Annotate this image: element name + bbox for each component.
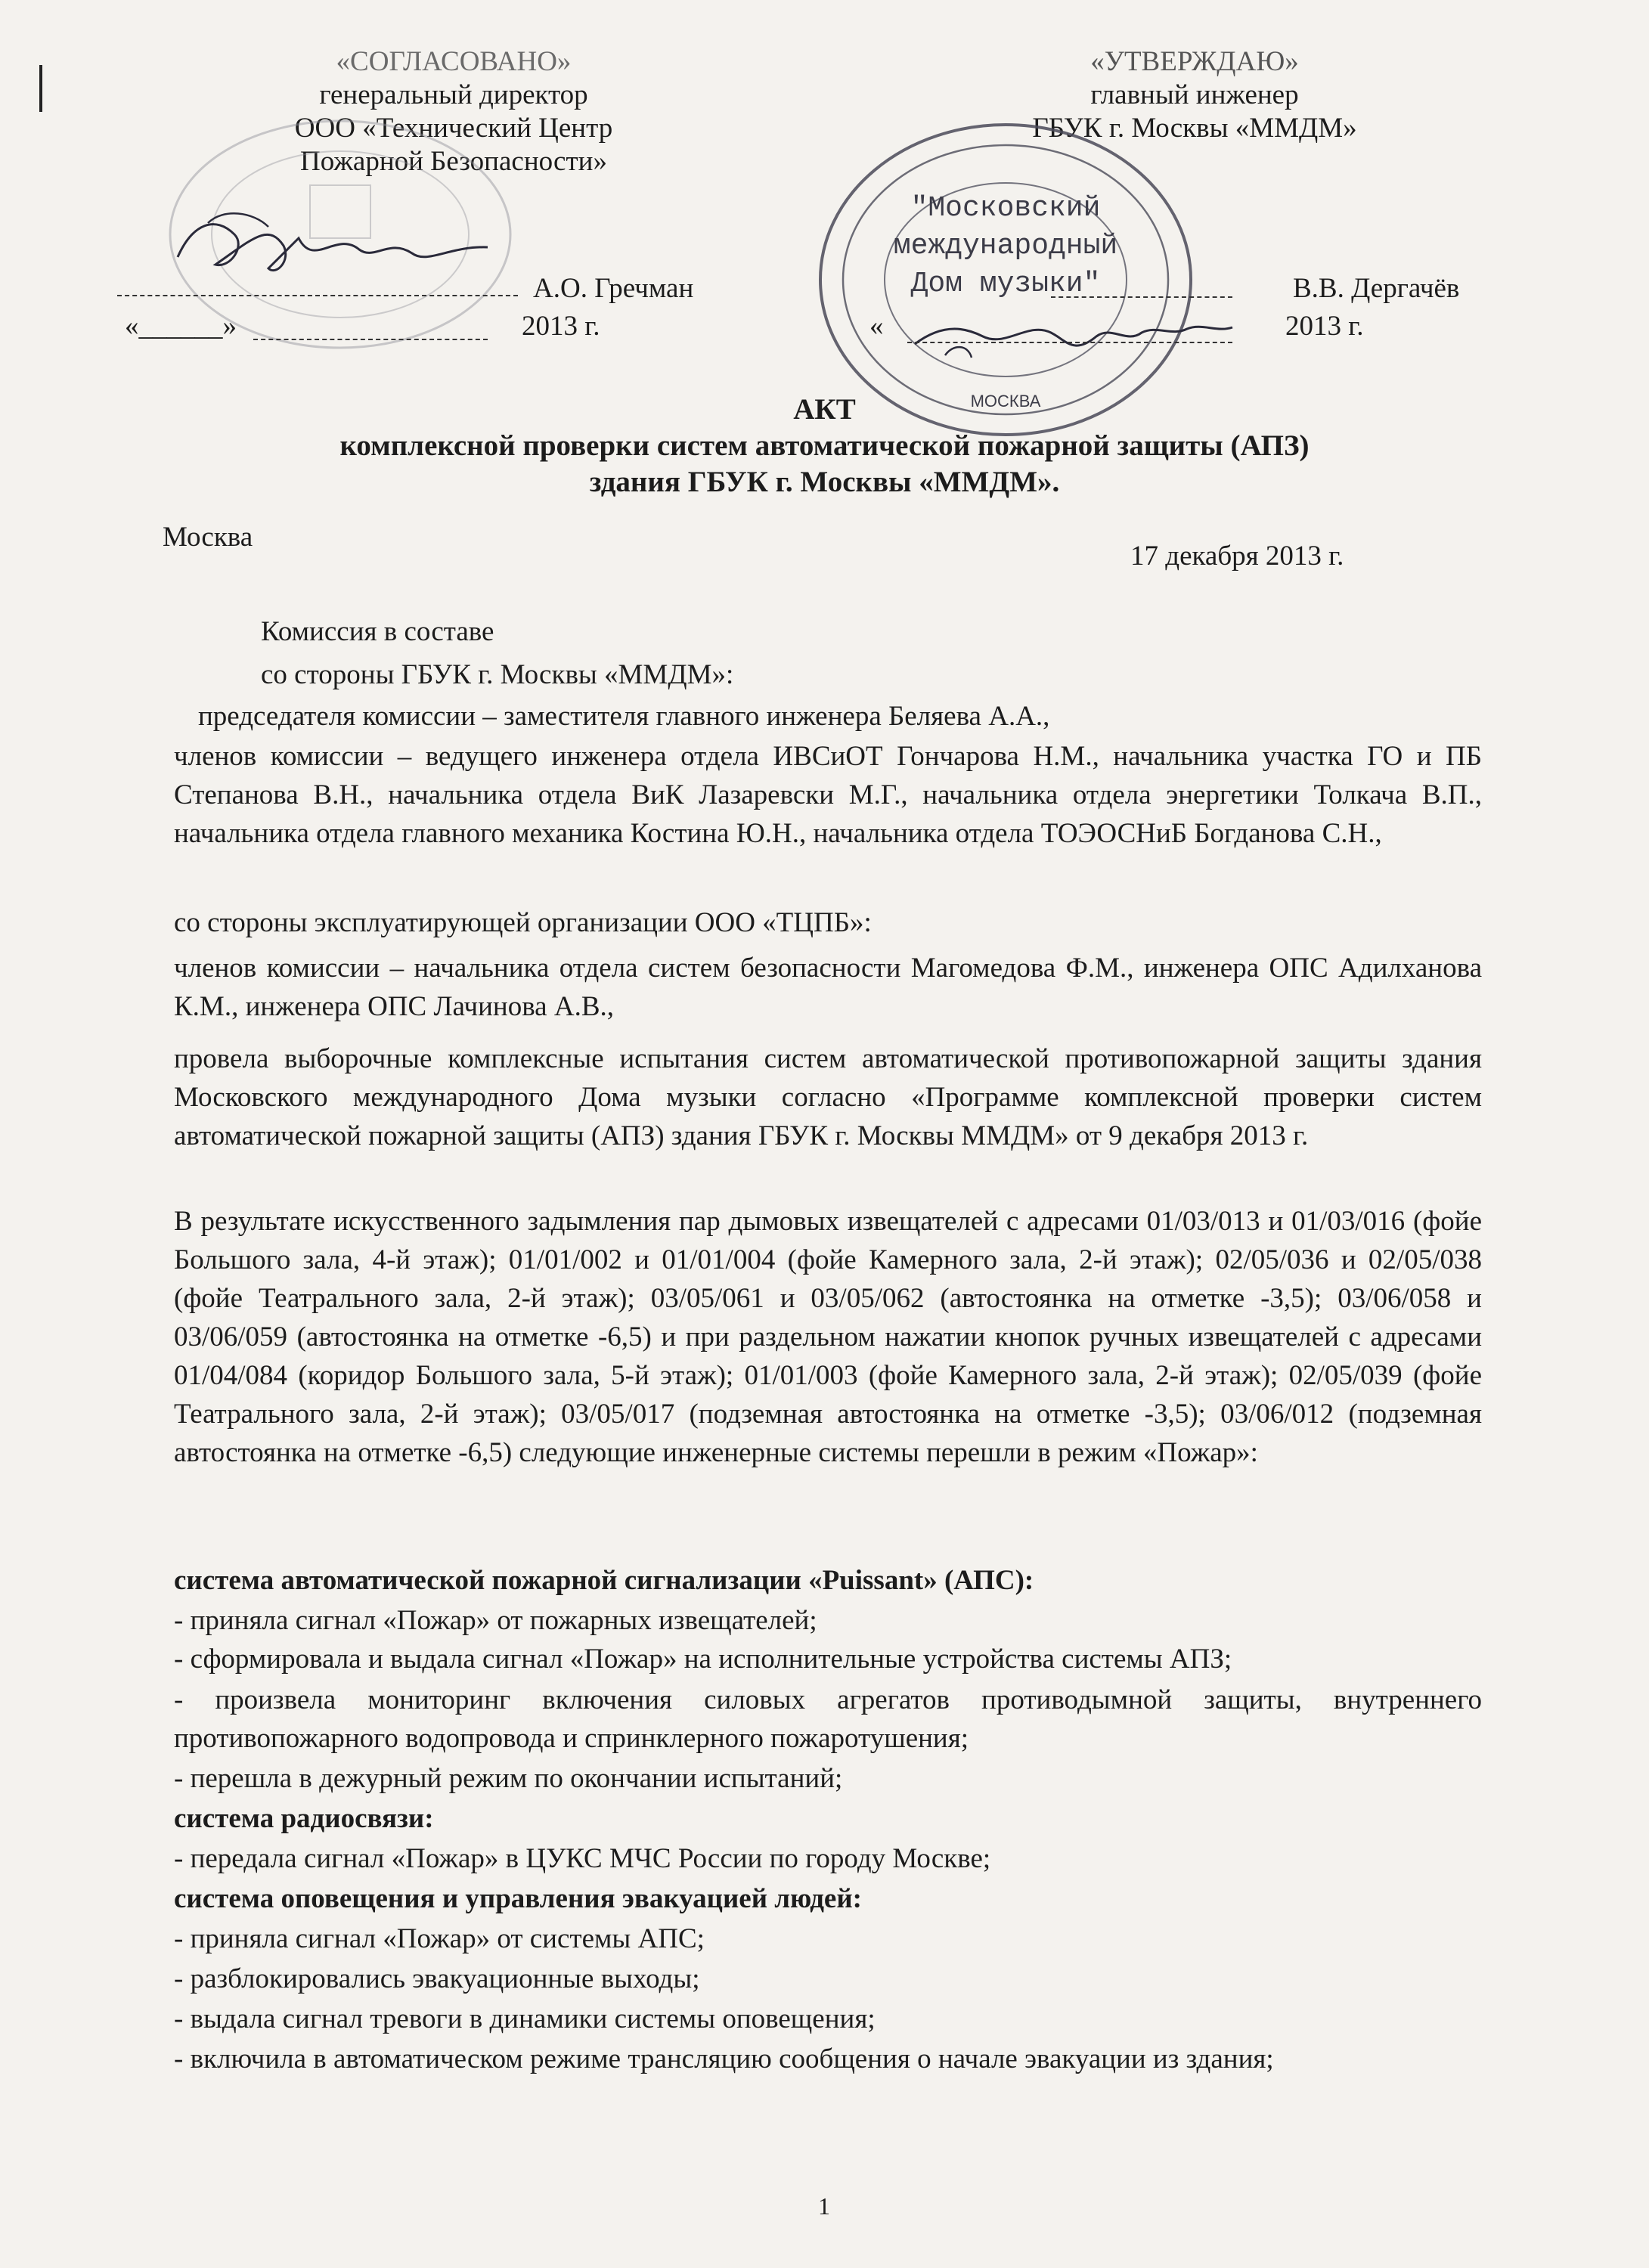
signature-line-left: [117, 295, 518, 296]
section-evac-heading: система оповещения и управления эвакуацией людей:: [174, 1883, 862, 1914]
approval-right-org: ГБУК г. Москвы «ММДМ»: [1032, 113, 1357, 144]
title-subject: комплексной проверки систем автоматической пожарной защиты (АПЗ): [339, 429, 1310, 462]
stamp-text-line2: международный: [893, 230, 1118, 262]
section-radio-item-1: - передала сигнал «Пожар» в ЦУКС МЧС России по городу Москве;: [174, 1843, 991, 1874]
stamp-text-bottom: МОСКВА: [970, 392, 1041, 411]
section-aps-item-3: - произвела мониторинг включения силовых агрегатов противодымной защиты, внутреннего противопожарного водопровода и спринклерного пожаротушения;: [174, 1684, 1482, 1754]
approver-right-name: В.В. Дергачёв: [1293, 273, 1460, 304]
approval-right-title: «УТВЕРЖДАЮ»: [1090, 46, 1299, 77]
approval-right-position: главный инженер: [1090, 79, 1299, 110]
approval-left-year: 2013 г.: [522, 311, 600, 342]
section-evac-item-4: - включила в автоматическом режиме трансляцию сообщения о начале эвакуации из здания;: [174, 2043, 1274, 2074]
section-aps-heading: система автоматической пожарной сигнализации «Puissant» (АПС):: [174, 1565, 1034, 1596]
signature-left: [163, 193, 503, 306]
commission-chair: председателя комиссии – заместителя главного инженера Беляева А.А.,: [198, 701, 1050, 732]
date-line-left: [253, 339, 488, 340]
party-mmdm: со стороны ГБУК г. Москвы «ММДМ»:: [261, 659, 734, 690]
signature-right: [900, 291, 1248, 382]
document-place: Москва: [163, 522, 253, 553]
signature-line-right: [1051, 296, 1232, 298]
page-number: 1: [818, 2192, 830, 2220]
title-building: здания ГБУК г. Москвы «ММДМ».: [589, 466, 1060, 498]
section-evac-item-2: - разблокировались эвакуационные выходы;: [174, 1963, 700, 1994]
section-aps-item-1: - приняла сигнал «Пожар» от пожарных извещателей;: [174, 1605, 817, 1636]
section-evac-item-1: - приняла сигнал «Пожар» от системы АПС;: [174, 1923, 705, 1954]
party-tcpb: со стороны эксплуатирующей организации ООО «ТЦПБ»:: [174, 907, 872, 938]
approval-left-position: генеральный директор: [319, 79, 588, 110]
section-radio-heading: система радиосвязи:: [174, 1803, 434, 1834]
stamp-text-line3: Дом музыки": [910, 268, 1101, 300]
approver-left-name: А.О. Гречман: [533, 273, 694, 304]
approval-right-year: 2013 г.: [1285, 311, 1364, 342]
commission-members-mmdm: членов комиссии – ведущего инженера отдела ИВСиОТ Гончарова Н.М., начальника участка ГО и ПБ Степанова В.Н., начальника отдела ВиК Лазаревски М.Г., начальника отдела энергетики Толкача В.П., начальника отдела главного механика Костина Ю.Н., начальника отдела ТОЭОСНиБ Богданова С.Н.,: [174, 741, 1482, 849]
commission-intro: Комиссия в составе: [261, 616, 494, 647]
margin-mark: [39, 65, 42, 112]
approval-left-title: «СОГЛАСОВАНО»: [336, 46, 572, 77]
section-aps-item-4: - перешла в дежурный режим по окончании испытаний;: [174, 1763, 843, 1794]
approval-left-org-line1: ООО «Технический Центр: [294, 113, 613, 144]
section-aps-item-2: - сформировала и выдала сигнал «Пожар» на исполнительные устройства системы АПЗ;: [174, 1644, 1232, 1675]
stamp-text-line1: "Московский: [910, 192, 1101, 225]
commission-members-tcpb: членов комиссии – начальника отдела систем безопасности Магомедова Ф.М., инженера ОПС Адилханова К.М., инженера ОПС Лачинова А.В.,: [174, 953, 1482, 1022]
approval-left-date-day: «______»: [125, 311, 237, 342]
document-title: [0, 392, 1649, 500]
approval-right-date-quote: «: [869, 311, 884, 342]
section-evac-item-3: - выдала сигнал тревоги в динамики системы оповещения;: [174, 2003, 876, 2034]
document-date: 17 декабря 2013 г.: [1130, 541, 1344, 572]
test-description: провела выборочные комплексные испытания систем автоматической противопожарной защиты здания Московского международного Дома музыки согласно «Программе комплексной проверки систем автоматической пожарной защиты (АПЗ) здания ГБУК г. Москвы ММДМ» от 9 декабря 2013 г.: [174, 1043, 1482, 1151]
approval-left-org-line2: Пожарной Безопасности»: [300, 146, 607, 177]
test-results: В результате искусственного задымления пар дымовых извещателей с адресами 01/03/013 и 01/03/016 (фойе Большого зала, 4-й этаж); 01/01/002 и 01/01/004 (фойе Камерного зала, 2-й этаж); 02/05/036 и 02/05/038 (фойе Театрального зала, 2-й этаж); 03/05/061 и 03/05/062 (автостоянка на отметке -3,5); 03/06/058 и 03/06/059 (автостоянка на отметке -6,5) и при раздельном нажатии кнопок ручных извещателей с адресами 01/04/084 (коридор Большого зала, 5-й этаж); 01/01/003 (фойе Камерного зала, 2-й этаж); 02/05/039 (фойе Театрального зала, 2-й этаж); 03/05/017 (подземная автостоянка на отметке -3,5); 03/06/012 (подземная автостоянка на отметке -6,5) следующие инженерные системы перешли в режим «Пожар»:: [174, 1206, 1482, 1468]
title-act: АКТ: [793, 393, 856, 426]
date-line-right: [907, 342, 1232, 343]
